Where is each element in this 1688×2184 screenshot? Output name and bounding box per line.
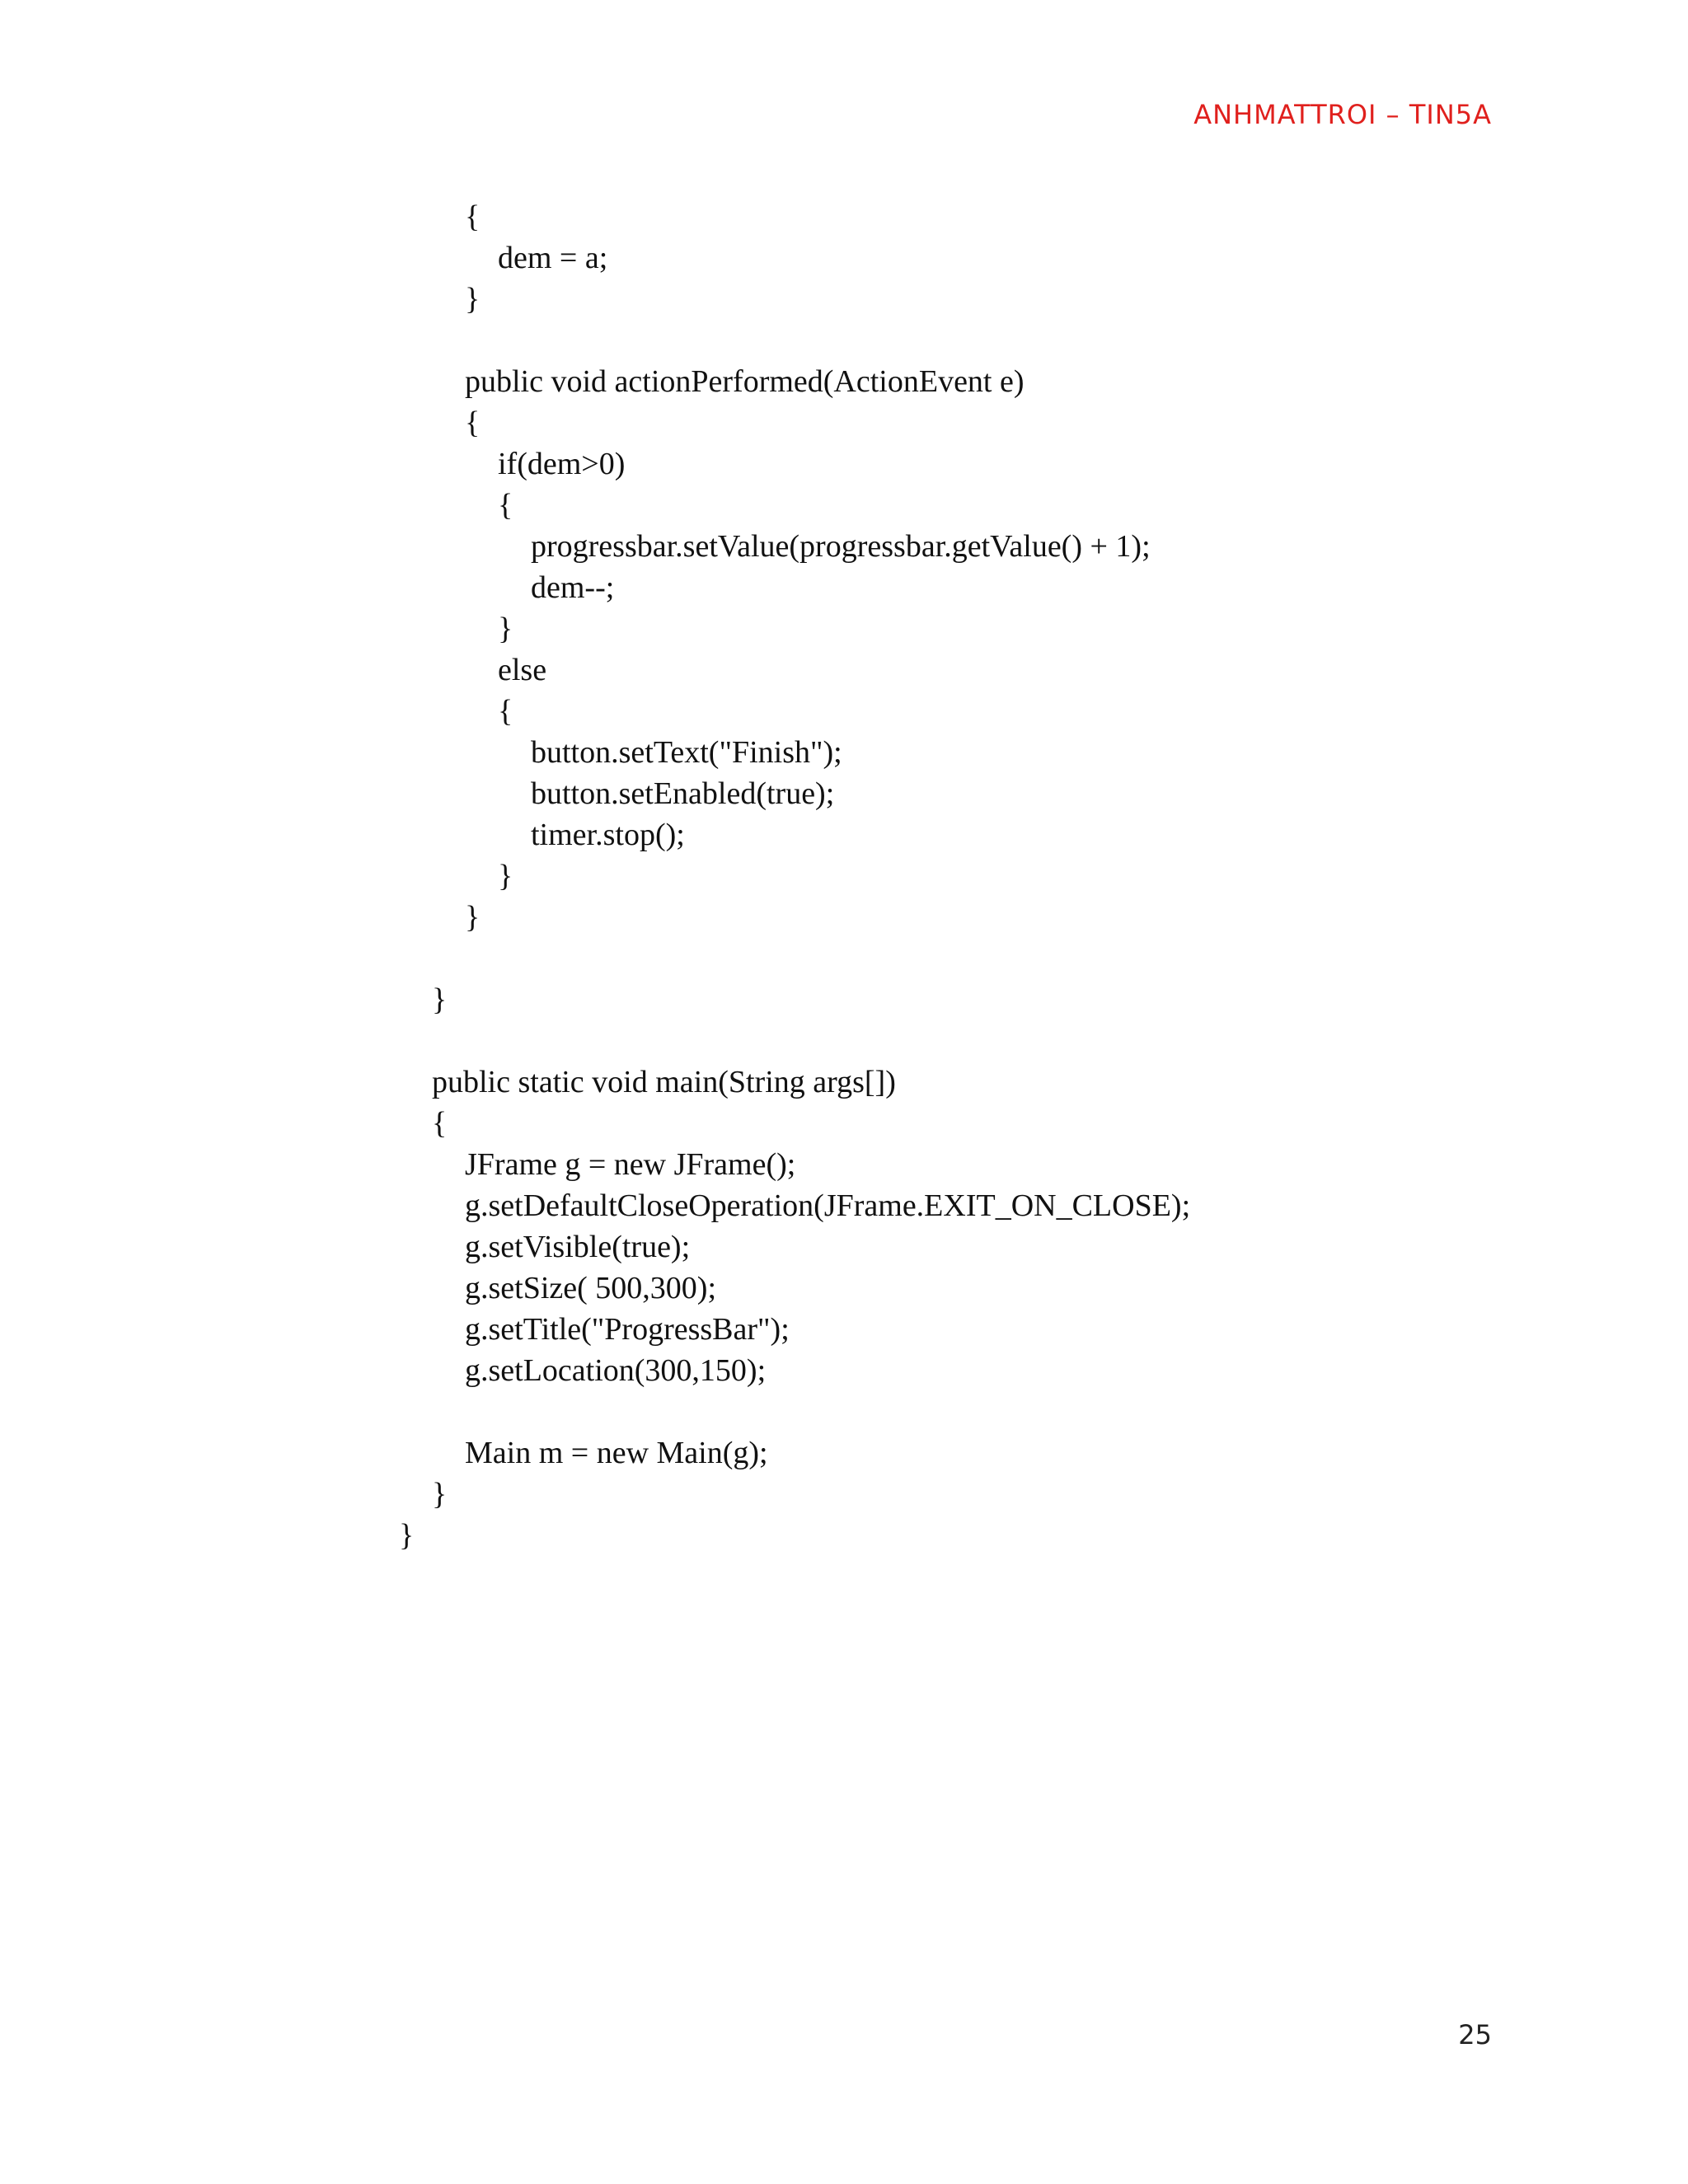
code-listing [0, 196, 1688, 1556]
code-line: { [465, 405, 481, 440]
page-header: ANHMATTROI – TIN5A [1193, 99, 1492, 130]
code-line: g.setTitle("ProgressBar"); [465, 1312, 790, 1347]
code-line: } [432, 1477, 448, 1511]
code-line: JFrame g = new JFrame(); [465, 1147, 796, 1182]
code-line: { [498, 694, 513, 729]
code-line: progressbar.setValue(progressbar.getValue() + 1); [531, 529, 1151, 564]
code-line: { [465, 199, 481, 234]
code-line: public void actionPerformed(ActionEvent e) [465, 364, 1025, 399]
code-line: } [465, 900, 481, 935]
code-line: g.setSize( 500,300); [465, 1271, 717, 1305]
page-number: 25 [1458, 2019, 1492, 2050]
code-line: dem--; [531, 570, 615, 605]
code-line: button.setText("Finish"); [531, 735, 842, 770]
code-line: } [498, 612, 513, 646]
code-line: else [498, 653, 547, 687]
code-line: timer.stop(); [531, 818, 685, 852]
code-line: if(dem>0) [498, 447, 626, 481]
code-line: { [498, 488, 513, 523]
code-line: g.setDefaultCloseOperation(JFrame.EXIT_ON_CLOSE); [465, 1188, 1191, 1223]
code-line: g.setLocation(300,150); [465, 1353, 767, 1388]
code-line: Main m = new Main(g); [465, 1436, 768, 1470]
code-line: g.setVisible(true); [465, 1230, 691, 1264]
code-line [0, 1020, 1688, 1062]
code-line: } [465, 282, 481, 316]
code-line: { [432, 1106, 448, 1141]
code-line [0, 320, 1688, 361]
code-line: } [498, 859, 513, 893]
code-line: } [399, 1518, 415, 1553]
code-line [0, 938, 1688, 979]
code-line: } [432, 982, 448, 1017]
code-line: dem = a; [498, 241, 608, 275]
code-line [0, 1391, 1688, 1432]
code-line: button.setEnabled(true); [531, 776, 835, 811]
code-line: public static void main(String args[]) [432, 1065, 896, 1099]
